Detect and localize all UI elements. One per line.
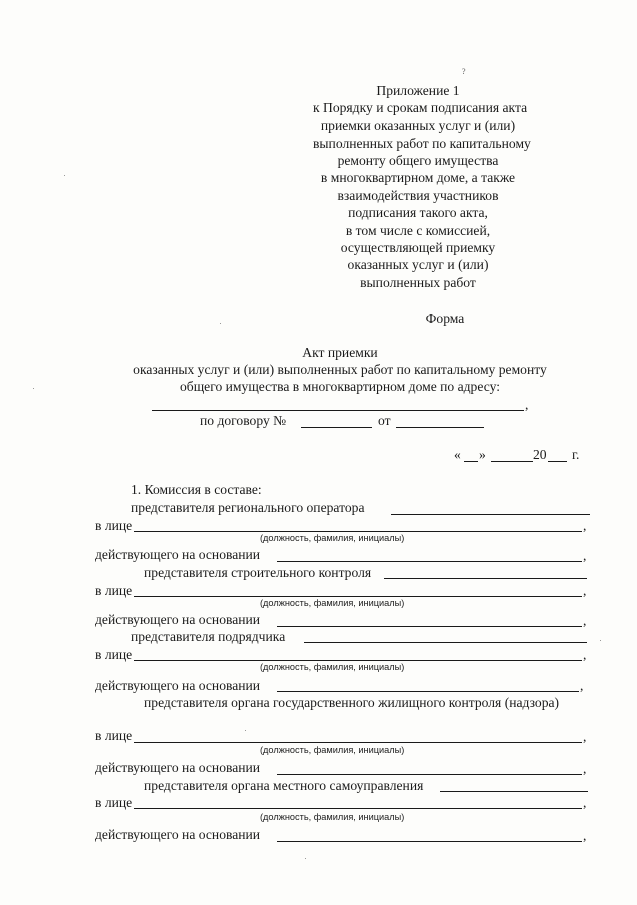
comma: , (583, 518, 587, 533)
contract-from-label: от (378, 413, 391, 428)
comma: , (583, 647, 587, 662)
date-open-quote: « (454, 447, 461, 462)
date-day-field[interactable] (464, 461, 478, 462)
in-person-label: в лице (95, 795, 133, 810)
act-subtitle: оказанных услуг и (или) выполненных работ по капитальному ремонту (133, 362, 547, 377)
acting-basis-field[interactable] (277, 691, 579, 692)
appendix-line: взаимодействия участников (337, 188, 499, 203)
in-person-label: в лице (95, 728, 133, 743)
appendix-line: в многоквартирном доме, а также (320, 170, 516, 185)
act-title: Акт приемки (302, 345, 378, 360)
scan-speck (220, 323, 221, 324)
acting-basis-label: действующего на основании (95, 760, 261, 775)
form-label: Форма (425, 311, 465, 326)
date-year-suffix: г. (572, 447, 580, 462)
comma: , (583, 761, 587, 776)
field-caption: (должность, фамилия, инициалы) (260, 745, 405, 755)
scan-speck (33, 388, 34, 389)
acting-basis-field[interactable] (277, 561, 582, 562)
date-year-prefix: 20 (533, 447, 547, 462)
appendix-line: в том числе с комиссией, (345, 223, 491, 238)
acting-basis-field[interactable] (277, 841, 582, 842)
appendix-line: выполненных работ по капитальному (313, 136, 531, 151)
comma: , (583, 828, 587, 843)
acting-basis-label: действующего на основании (95, 678, 261, 693)
rep-housing-label: представителя органа государственного жилищного контроля (надзора) (144, 695, 560, 710)
appendix-line: выполненных работ (360, 275, 476, 290)
field-caption: (должность, фамилия, инициалы) (260, 598, 405, 608)
comma: , (525, 397, 529, 412)
contract-number-field[interactable] (301, 427, 372, 428)
scan-speck (600, 640, 601, 641)
rep-construction-field[interactable] (384, 578, 587, 579)
section-heading: 1. Комиссия в составе: (131, 482, 262, 497)
in-person-field[interactable] (134, 660, 582, 661)
acting-basis-label: действующего на основании (95, 827, 261, 842)
date-close-quote: » (479, 447, 486, 462)
acting-basis-field[interactable] (277, 626, 582, 627)
date-month-field[interactable] (491, 461, 533, 462)
appendix-line: оказанных услуг и (или) (347, 257, 489, 272)
acting-basis-label: действующего на основании (95, 612, 261, 627)
in-person-field[interactable] (134, 742, 582, 743)
rep-local-field[interactable] (440, 791, 588, 792)
acting-basis-label: действующего на основании (95, 547, 261, 562)
rep-regional-field[interactable] (391, 514, 590, 515)
comma: , (583, 548, 587, 563)
comma: , (583, 729, 587, 744)
appendix-line: к Порядку и срокам подписания акта (313, 100, 528, 115)
rep-local-label: представителя органа местного самоуправления (144, 778, 424, 793)
appendix-line: осуществляющей приемку (340, 240, 496, 255)
contract-date-field[interactable] (396, 427, 484, 428)
scan-speck (245, 730, 246, 731)
address-field[interactable] (152, 410, 524, 411)
comma: , (583, 583, 587, 598)
rep-regional-label: представителя регионального оператора (131, 500, 365, 515)
scan-speck (305, 858, 306, 859)
comma: , (583, 795, 587, 810)
in-person-label: в лице (95, 647, 133, 662)
in-person-field[interactable] (134, 531, 582, 532)
in-person-field[interactable] (134, 808, 582, 809)
comma: , (580, 678, 584, 693)
appendix-line: приемки оказанных услуг и (или) (320, 118, 516, 133)
act-subtitle: общего имущества в многоквартирном доме по адресу: (180, 379, 500, 394)
appendix-line: Приложение 1 (376, 83, 460, 98)
acting-basis-field[interactable] (277, 774, 582, 775)
date-year-field[interactable] (548, 461, 567, 462)
scan-speck (64, 175, 65, 176)
in-person-label: в лице (95, 518, 133, 533)
rep-construction-label: представителя строительного контроля (144, 565, 372, 580)
appendix-line: ремонту общего имущества (337, 153, 499, 168)
in-person-field[interactable] (134, 596, 582, 597)
rep-contractor-field[interactable] (304, 642, 587, 643)
field-caption: (должность, фамилия, инициалы) (260, 812, 405, 822)
contract-label: по договору № (200, 413, 287, 428)
comma: , (583, 613, 587, 628)
header-mark: ? (462, 67, 466, 76)
appendix-line: подписания такого акта, (348, 205, 488, 220)
in-person-label: в лице (95, 583, 133, 598)
field-caption: (должность, фамилия, инициалы) (260, 662, 405, 672)
field-caption: (должность, фамилия, инициалы) (260, 533, 405, 543)
rep-contractor-label: представителя подрядчика (131, 629, 286, 644)
